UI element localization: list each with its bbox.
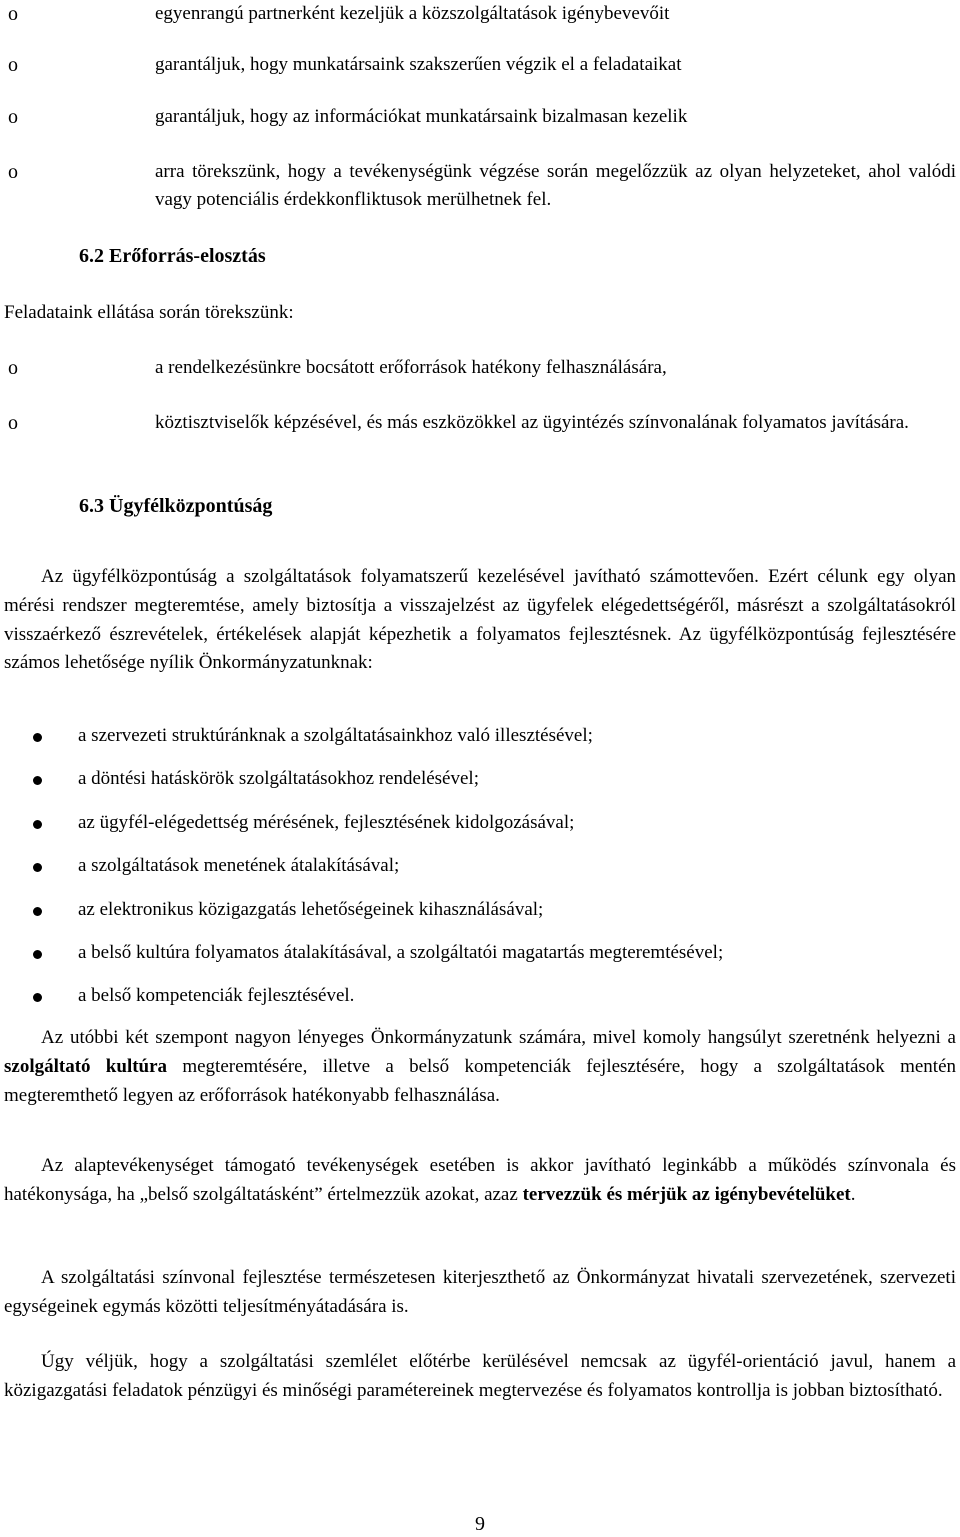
list-item-text: arra törekszünk, hogy a tevékenységünk végzése során megelőzzük az olyan helyzeteket, ahol valódi vagy potenciális érdekkonfliktusok merülhetnek fel. xyxy=(155,161,956,210)
bullet-icon xyxy=(33,820,42,829)
section-intro: Feladataink ellátása során törekszünk: xyxy=(4,302,294,323)
bullet-text: a szervezeti struktúránknak a szolgáltatásainkhoz való illesztésével; xyxy=(78,725,593,746)
bullet-icon xyxy=(33,776,42,785)
paragraph xyxy=(4,1024,956,1110)
list-marker: o xyxy=(8,357,18,379)
bullet-icon xyxy=(33,950,42,959)
bullet-text: az elektronikus közigazgatás lehetőségeinek kihasználásával; xyxy=(78,899,544,920)
paragraph: Az ügyfélközpontúság a szolgáltatások folyamatszerű kezelésével javítható számottevően. Ezért célunk egy olyan mérési rendszer megteremtése, amely biztosítja a visszajelzést az ügyfelek elégedettségéről, másrészt a szolgáltatásokról visszaérkező észrevételek, értékelések alapját képezhetik a folyamatos fejlesztésnek. Az ügyfélközpontúság fejlesztésére számos lehetősége nyílik Önkormányzatunknak: xyxy=(4,566,956,674)
paragraph: A szolgáltatási színvonal fejlesztése természetesen kiterjeszthető az Önkormányzat hivatali szervezetének, szervezeti egységeinek egymás közötti teljesítményátadására is. xyxy=(4,1267,956,1317)
section-heading: 6.2 Erőforrás-elosztás xyxy=(79,245,266,267)
paragraph-text: . xyxy=(850,1183,856,1205)
list-item-text: a rendelkezésünkre bocsátott erőforrások hatékony felhasználására, xyxy=(155,357,667,378)
bullet-text: a döntési hatáskörök szolgáltatásokhoz rendelésével; xyxy=(78,768,479,789)
list-item-text: köztisztviselők képzésével, és más eszközökkel az ügyintézés színvonalának folyamatos javítására. xyxy=(155,412,909,433)
list-marker: o xyxy=(8,3,18,25)
list-marker: o xyxy=(8,412,18,434)
bullet-icon xyxy=(33,863,42,872)
paragraph xyxy=(4,1152,956,1210)
bullet-icon xyxy=(33,907,42,916)
paragraph: Úgy véljük, hogy a szolgáltatási szemlélet előtérbe kerülésével nemcsak az ügyfél-orientáció javul, hanem a közigazgatási feladatok pénzügyi és minőségi paramétereinek megtervezése és folyamatos kontrollja is jobban biztosítható. xyxy=(4,1351,956,1401)
bullet-icon xyxy=(33,733,42,742)
emphasis-text: tervezzük és mérjük az igénybevételüket xyxy=(522,1183,851,1205)
bullet-text: az ügyfél-elégedettség mérésének, fejlesztésének kidolgozásával; xyxy=(78,812,575,833)
list-marker: o xyxy=(8,106,18,128)
page-number: 9 xyxy=(475,1513,485,1535)
bullet-text: a szolgáltatások menetének átalakításával; xyxy=(78,855,400,876)
list-marker: o xyxy=(8,161,18,183)
paragraph-text: megteremtésére, illetve a belső kompetenciák fejlesztésére, hogy a szolgáltatások mentén megteremthető legyen az erőforrások hatékonyabb felhasználása. xyxy=(4,1055,956,1106)
list-item-text: egyenrangú partnerként kezeljük a közszolgáltatások igénybevevőit xyxy=(155,3,670,24)
bullet-text: a belső kultúra folyamatos átalakításával, a szolgáltatói magatartás megteremtésével; xyxy=(78,942,724,963)
list-item-text: garantáljuk, hogy az információkat munkatársaink bizalmasan kezelik xyxy=(155,106,688,127)
bullet-icon xyxy=(33,993,42,1002)
section-heading: 6.3 Ügyfélközpontúság xyxy=(79,495,273,517)
emphasis-text: szolgáltató kultúra xyxy=(4,1055,168,1077)
list-item-text: garantáljuk, hogy munkatársaink szakszerűen végzik el a feladataikat xyxy=(155,54,682,75)
bullet-text: a belső kompetenciák fejlesztésével. xyxy=(78,985,355,1006)
paragraph-text: Az utóbbi két szempont nagyon lényeges Önkormányzatunk számára, mivel komoly hangsúlyt szeretnénk helyezni a xyxy=(41,1027,956,1048)
paragraph-text: Az alaptevékenységet támogató tevékenységek esetében is akkor javítható leginkább a működés színvonala és hatékonysága, ha „belső szolgáltatásként” értelmezzük azokat, azaz xyxy=(4,1155,956,1205)
list-marker: o xyxy=(8,54,18,76)
